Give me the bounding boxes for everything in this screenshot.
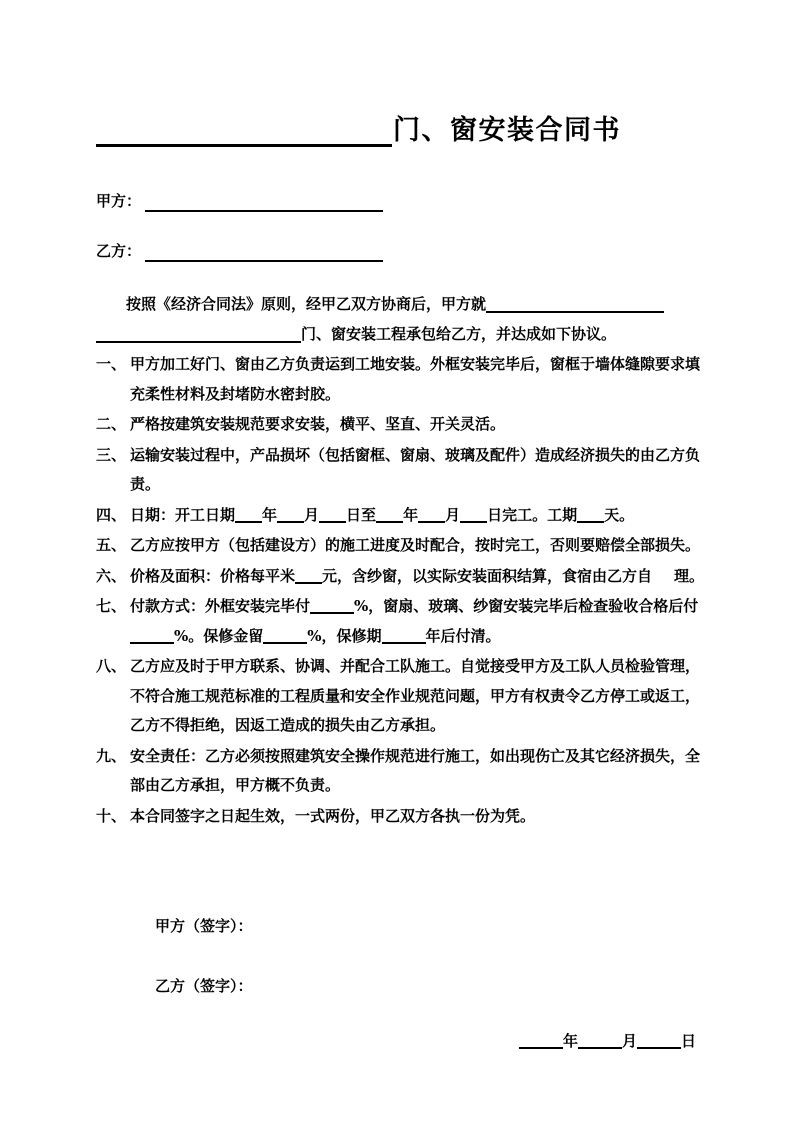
end-month-input[interactable]	[418, 508, 445, 523]
party-b-input[interactable]	[145, 240, 383, 262]
clause-7	[96, 592, 708, 651]
payment-first-percent-input[interactable]	[310, 599, 354, 614]
clause-10-text: 本合同签字之日起生效，一式两份，甲乙双方各执一份为凭。	[130, 806, 536, 825]
clause-4-seg-6: 日完工。工期	[487, 505, 578, 524]
clause-3-number: 三、	[96, 445, 127, 464]
clause-2	[96, 410, 708, 440]
party-a-input[interactable]	[145, 190, 383, 212]
end-year-input[interactable]	[376, 508, 403, 523]
clause-5-text: 乙方应按甲方（包括建设方）的施工进度及时配合，按时完工，否则要赔偿全部损失。	[130, 536, 701, 554]
signing-date-row	[96, 1030, 696, 1052]
clause-7-text	[130, 592, 708, 651]
clause-9	[96, 742, 708, 801]
signing-day-input[interactable]	[637, 1034, 681, 1049]
contract-body	[96, 290, 708, 831]
clause-4-seg-2: 月	[304, 505, 320, 524]
clause-6	[96, 562, 708, 592]
signature-party-b-label: 乙方（签字）：	[155, 977, 253, 995]
signing-month-input[interactable]	[578, 1034, 622, 1049]
signing-year-input[interactable]	[519, 1034, 563, 1049]
clause-4-number: 四、	[96, 505, 127, 524]
payment-second-percent-input[interactable]	[130, 629, 174, 644]
party-b-label: 乙方：	[96, 242, 142, 260]
intro-blank-1[interactable]	[486, 294, 664, 313]
clause-1-text: 甲方加工好门、窗由乙方负责运到工地安装。外框安装完毕后，窗框于墙体缝隙要求填充柔性材料及封堵防水密封胶。	[130, 355, 701, 403]
party-a-row	[96, 190, 383, 212]
intro-blank-2[interactable]	[96, 324, 301, 343]
clause-5-number: 五、	[96, 536, 127, 554]
warranty-retention-percent-input[interactable]	[263, 629, 307, 644]
clause-8-number: 八、	[96, 657, 127, 675]
start-month-input[interactable]	[277, 508, 304, 523]
intro-text-part2: 门、窗安装工程承包给乙方，并达成如下协议。	[301, 324, 617, 343]
party-a-label: 甲方：	[96, 192, 142, 210]
clause-6-seg-2: 理。	[674, 566, 705, 585]
clause-7-seg-4: 年后付清。	[425, 626, 501, 645]
start-year-input[interactable]	[235, 508, 262, 523]
clause-6-number: 六、	[96, 566, 127, 585]
clause-2-text: 严格按建筑安装规范要求安装，横平、坚直、开关灵活。	[130, 415, 506, 433]
clause-4-seg-7: 天。	[604, 505, 635, 524]
duration-days-input[interactable]	[577, 508, 604, 523]
clause-7-seg-2: %。保修金留	[174, 626, 264, 645]
clause-10-number: 十、	[96, 806, 127, 825]
signing-month-label: 月	[621, 1032, 637, 1050]
clause-7-seg-3: %，保修期	[307, 626, 382, 645]
clause-2-number: 二、	[96, 415, 127, 433]
signature-party-b[interactable]	[155, 975, 253, 997]
clause-6-seg-0: 价格及面积：价格每平米	[130, 566, 296, 585]
clause-5	[96, 531, 708, 561]
signature-party-a[interactable]	[155, 915, 253, 937]
clause-4-seg-0: 日期：开工日期	[130, 505, 236, 524]
clause-7-number: 七、	[96, 597, 127, 615]
warranty-years-input[interactable]	[382, 629, 426, 644]
clause-3	[96, 441, 708, 500]
clause-3-text: 运输安装过程中，产品损坏（包括窗框、窗扇、玻璃及配件）造成经济损失的由乙方负责。	[130, 445, 701, 493]
clause-6-text	[130, 562, 708, 592]
end-day-input[interactable]	[460, 508, 487, 523]
intro-paragraph	[96, 290, 708, 349]
title-fill-blank[interactable]	[96, 112, 392, 147]
clause-4-seg-1: 年	[262, 505, 278, 524]
clause-8	[96, 652, 708, 741]
clause-8-text: 乙方应及时于甲方联系、协调、并配合工队施工。自觉接受甲方及工队人员检验管理，不符合施工规范标准的工程质量和安全作业规范问题，甲方有权责令乙方停工或返工，乙方不得拒绝，因返工造成的损失由乙方承担。	[130, 657, 701, 734]
party-b-row	[96, 240, 383, 262]
clause-1-number: 一、	[96, 355, 127, 373]
intro-text-part1: 按照《经济合同法》原则，经甲乙双方协商后，甲方就	[126, 295, 487, 313]
signature-party-a-label: 甲方（签字）：	[155, 917, 253, 935]
clause-10	[96, 802, 708, 832]
clause-7-seg-1: %，窗扇、玻璃、纱窗安装完毕后检查验收合格后付	[354, 597, 699, 615]
clause-6-seg-1: 元，含纱窗，以实际安装面积结算，食宿由乙方自	[322, 566, 653, 585]
document-title-row	[96, 112, 708, 147]
start-day-input[interactable]	[319, 508, 346, 523]
clause-1	[96, 350, 708, 409]
clause-9-number: 九、	[96, 746, 127, 765]
clause-7-seg-0: 付款方式：外框安装完毕付	[130, 597, 311, 615]
clause-4-seg-5: 月	[445, 505, 461, 524]
page-title: 门、窗安装合同书	[393, 115, 621, 146]
clause-4	[96, 501, 708, 531]
price-per-sqm-input[interactable]	[295, 569, 322, 584]
clause-4-seg-3: 日至	[346, 505, 377, 524]
signing-year-label: 年	[562, 1032, 578, 1050]
clause-4-seg-4: 年	[403, 505, 419, 524]
clause-4-text	[130, 501, 708, 531]
signing-day-label: 日	[680, 1032, 696, 1050]
clause-9-text: 安全责任：乙方必须按照建筑安全操作规范进行施工，如出现伤亡及其它经济损失，全部由乙方承担，甲方概不负责。	[130, 746, 701, 794]
